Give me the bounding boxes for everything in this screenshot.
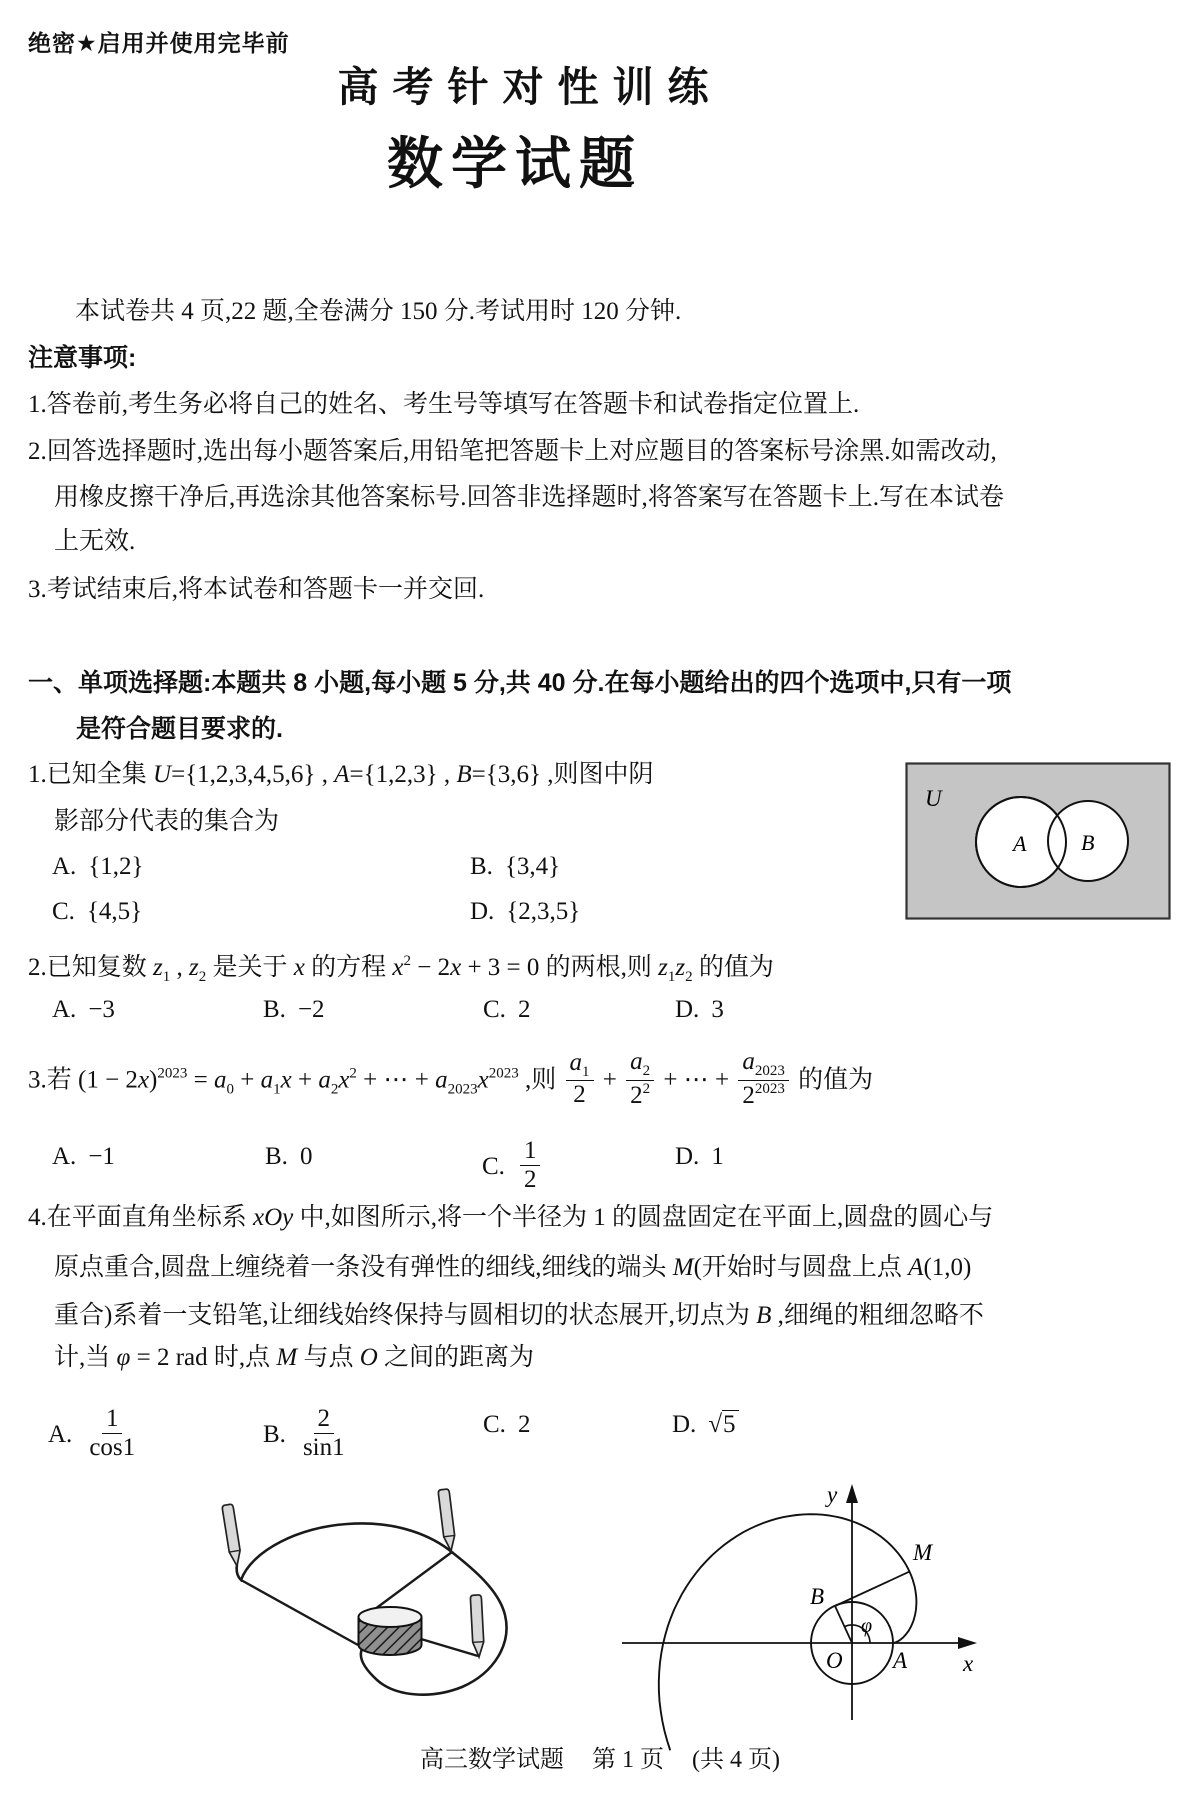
q2-option-c: C. 2 bbox=[483, 996, 531, 1023]
question-4-line-2: 原点重合,圆盘上缠绕着一条没有弹性的细线,细线的端头 M(开始时与圆盘上点 A(1,0) bbox=[54, 1254, 972, 1281]
q2-option-a: A. −3 bbox=[52, 996, 115, 1023]
q3-option-d: D. 1 bbox=[675, 1143, 724, 1170]
disk-top bbox=[359, 1607, 422, 1627]
point-m-label: M bbox=[913, 1540, 933, 1565]
pencil-icon bbox=[222, 1504, 243, 1567]
string-segment-2 bbox=[371, 1552, 452, 1612]
y-axis-label: y bbox=[827, 1482, 838, 1507]
q3-option-c: C. $\frac{1}{2}$ bbox=[482, 1140, 543, 1197]
q2-option-d: D. 3 bbox=[675, 996, 724, 1023]
q3-option-b: B. 0 bbox=[265, 1143, 313, 1170]
question-3-line: 3.若 $(1 - 2x)^{2023} = a_0 + a_1x + a_2x^2$ + ⋯ + $a_{2023}x^{2023}$ ,则 $\frac{a_1}{2}$ + $\frac{a_2}{2^2}$ + ⋯ + $\frac{a_{2023}}{2^{2023}}$ 的值为 bbox=[28, 1048, 874, 1109]
note-line-3: 3.考试结束后,将本试卷和答题卡一并交回. bbox=[28, 576, 485, 603]
question-1-line-1: 1.已知全集 U={1,2,3,4,5,6} , A={1,2,3} , B={3,6} ,则图中阴 bbox=[28, 761, 654, 788]
involute-coordinate-figure bbox=[600, 1475, 1000, 1757]
q1-option-c: C. {4,5} bbox=[52, 898, 143, 925]
pencil-icon bbox=[470, 1595, 484, 1657]
question-4-line-3: 重合)系着一支铅笔,让细线始终保持与圆相切的状态展开,切点为 B ,细绳的粗细忽略不 bbox=[54, 1302, 984, 1329]
question-2-line: 2.已知复数 $z_1$ , $z_2$ 是关于 x 的方程 $x^2 - 2x + 3 = 0$ 的两根,则 $z_1z_2$ 的值为 bbox=[28, 953, 774, 985]
question-4-line-1: 4.在平面直角坐标系 xOy 中,如图所示,将一个半径为 1 的圆盘固定在平面上,圆盘的圆心与 bbox=[28, 1204, 994, 1231]
footer-page-number: 第 1 页 bbox=[592, 1747, 664, 1773]
fraction-a1-over-2: $\frac{a_1}{2}$ bbox=[566, 1049, 594, 1110]
page-title: 高考针对性训练 bbox=[337, 64, 723, 110]
note-line-2b: 用橡皮擦干净后,再选涂其他答案标号.回答非选择题时,将答案写在答题卡上.写在本试卷 bbox=[54, 484, 1005, 511]
venn-label-a: A bbox=[1013, 831, 1027, 856]
fraction-a2-over-4: $\frac{a_2}{2^2}$ bbox=[626, 1048, 654, 1110]
point-a-label: A bbox=[893, 1648, 908, 1673]
note-line-2c: 上无效. bbox=[54, 528, 136, 555]
notes-title: 注意事项: bbox=[28, 344, 137, 372]
q4-option-a: A. $\frac{1}{\cos 1}$ bbox=[48, 1405, 136, 1461]
page-footer bbox=[0, 1743, 1200, 1777]
footer-doc-title: 高三数学试题 bbox=[420, 1747, 564, 1773]
q1-option-d: D. {2,3,5} bbox=[470, 898, 581, 925]
secrecy-banner: 绝密★启用并使用完毕前 bbox=[28, 30, 290, 56]
origin-label: O bbox=[826, 1648, 843, 1673]
note-line-1: 1.答卷前,考生务必将自己的姓名、考生号等填写在答题卡和试卷指定位置上. bbox=[28, 391, 860, 418]
question-1-line-2: 影部分代表的集合为 bbox=[54, 808, 280, 835]
q3-option-a: A. −1 bbox=[52, 1143, 115, 1170]
section-heading-line-1: 一、单项选择题:本题共 8 小题,每小题 5 分,共 40 分.在每小题给出的四个选项中,只有一项 bbox=[28, 669, 1012, 697]
y-axis-arrow bbox=[846, 1484, 858, 1503]
fraction-a2023: $\frac{a_{2023}}{2^{2023}}$ bbox=[738, 1048, 789, 1110]
footer-page-total: (共 4 页) bbox=[692, 1747, 780, 1773]
venn-diagram bbox=[905, 762, 1171, 920]
q1-option-a: A. {1,2} bbox=[52, 853, 144, 880]
x-axis-arrow bbox=[958, 1637, 977, 1649]
involute-spiral bbox=[659, 1514, 917, 1750]
q4-option-b: B. $\frac{2}{\sin 1}$ bbox=[263, 1405, 345, 1461]
point-b-label: B bbox=[810, 1584, 825, 1609]
venn-label-u: U bbox=[925, 786, 942, 811]
question-4-line-4: 计,当 φ = 2 rad 时,点 M 与点 O 之间的距离为 bbox=[54, 1344, 535, 1371]
note-line-2a: 2.回答选择题时,选出每小题答案后,用铅笔把答题卡上对应题目的答案标号涂黑.如需改动, bbox=[28, 438, 997, 465]
q1-option-b: B. {3,4} bbox=[470, 853, 561, 880]
tangent-bm bbox=[835, 1572, 910, 1606]
venn-label-b: B bbox=[1081, 830, 1095, 855]
x-axis-label: x bbox=[963, 1651, 974, 1676]
string-segment-1 bbox=[241, 1580, 358, 1645]
section-heading-line-2: 是符合题目要求的. bbox=[76, 715, 283, 743]
string-segment-3 bbox=[421, 1639, 478, 1656]
pencil-icon bbox=[438, 1489, 456, 1552]
phi-label: φ bbox=[861, 1615, 873, 1637]
intro-line: 本试卷共 4 页,22 题,全卷满分 150 分.考试用时 120 分钟. bbox=[75, 298, 682, 325]
q2-option-b: B. −2 bbox=[263, 996, 325, 1023]
q4-option-c: C. 2 bbox=[483, 1411, 531, 1438]
q4-option-d: D. √5 bbox=[672, 1408, 739, 1442]
disk-string-illustration bbox=[200, 1478, 530, 1710]
doc-subtitle: 数学试题 bbox=[387, 134, 643, 196]
